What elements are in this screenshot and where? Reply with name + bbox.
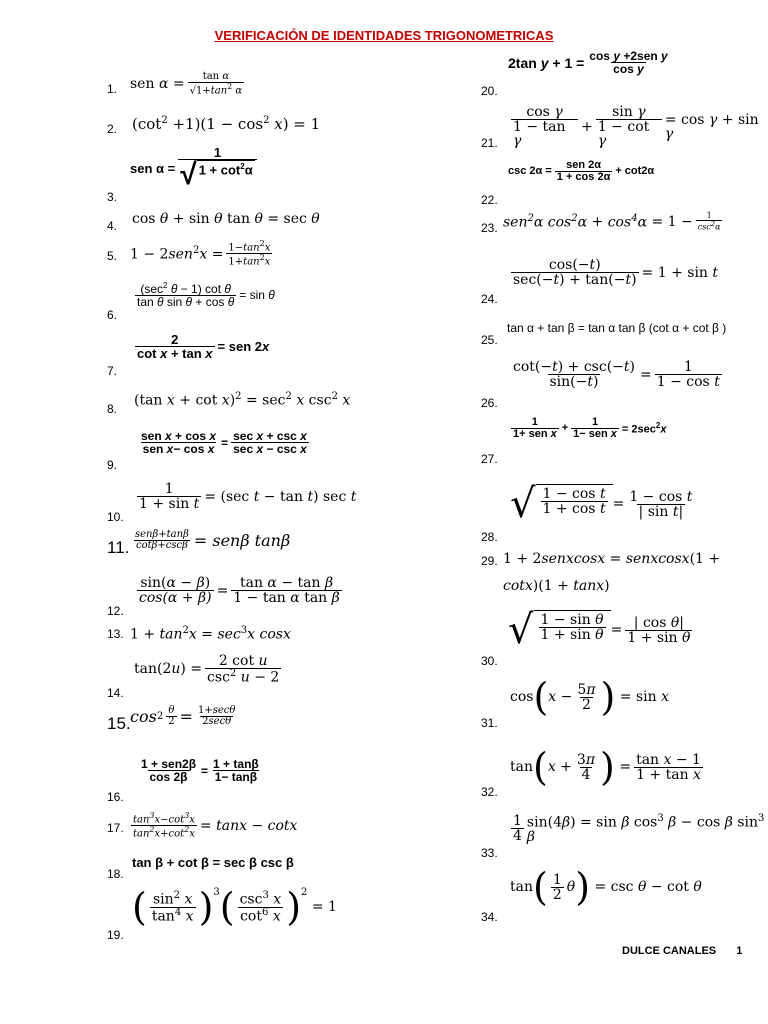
item-number: 8.: [107, 402, 118, 416]
item-number: 13.: [107, 627, 124, 641]
identity-20: 2tan y + 1 = $\frac{\text{cos y +2sen y}}{\text{cos y}}$: [508, 49, 668, 76]
item-number: 1.: [107, 82, 118, 96]
identity-33: $\frac{1}{4}$ sin(4β) = sin β $\cos^3 \beta - \cos \beta$ $\sin^3 \beta$: [513, 813, 765, 845]
item-number: 30.: [481, 654, 498, 668]
item-number: 12.: [107, 604, 124, 618]
identity-9: $\frac{\text{sen x + cos x}}{\text{sen x− cos x}}$ = $\frac{\text{sec x + csc x}}{\text{sec x − csc x}}$: [141, 429, 307, 456]
identity-22: csc 2α = $\frac{\text{sen 2α}}{1 + \cos 2\alpha}$ + cot2α: [508, 159, 655, 183]
identity-31: cos ( x − $\frac{5\pi}{2}$ ) = sin x: [510, 675, 670, 719]
item-number: 11.: [107, 538, 130, 557]
item-number: 20.: [481, 84, 498, 98]
item-number: 29.: [481, 554, 498, 568]
item-number: 21.: [481, 136, 498, 150]
identity-32: tan ( x + $\frac{3\pi}{4}$ ) = $\frac{\text{tan x − 1}}{\text{1 + tan x}}$: [510, 745, 701, 789]
item-number: 22.: [481, 193, 498, 207]
item-number: 27.: [481, 452, 498, 466]
identity-16: $\frac{\text{1 + sen2β}}{\cos 2\beta}$ = $\frac{1 + \tan\beta}{1- \tan\beta}$: [141, 757, 259, 784]
item-number: 33.: [481, 846, 498, 860]
identity-28: √ $\frac{\text{1 − cos t}}{\text{1 + cos t}}$ = $\frac{\text{1 − cos t}}{\text{| sin t|}}$: [510, 481, 693, 527]
identity-3: sen α = 1 √ $1 + \cot^2\alpha$: [130, 146, 260, 190]
page-number: 1: [736, 945, 743, 957]
item-number: 2.: [107, 122, 118, 136]
identity-29-line2: cotx)(1 + tanx): [503, 578, 610, 594]
identity-8: (tan $x + \cot x)^2 = \sec^2 x$ $\csc^2 x$: [134, 391, 351, 409]
identity-17: $\frac{\tan^3x-\cot^3x}{\tan^2x+\cot^2x}$ = tanx − cotx: [133, 811, 298, 840]
item-number: 3.: [107, 190, 118, 204]
identity-19: ( $\frac{\sin^2 x}{\tan^4 x}$ ) $^3$ ( $\frac{\csc^3 x}{\cot^6 x}$ ) $^2$ = 1: [132, 885, 337, 929]
item-number: 5.: [107, 249, 118, 263]
item-number: 26.: [481, 396, 498, 410]
identity-34: tan ( $\frac{1}{2}$ θ ) = csc θ − cot θ: [510, 865, 702, 909]
identity-10: $\frac{1}{\text{1 + sin t}}$ = (sec t − tan t) sec t: [139, 481, 357, 512]
item-number: 9.: [107, 458, 118, 472]
identity-4: cos θ + sin θ tan θ = sec θ: [132, 211, 320, 227]
identity-23: sen$^2$α $\cos^2\alpha$ + $\cos^4\alpha$ = 1 − $\frac{1}{\csc^2\alpha}$: [503, 211, 721, 232]
item-number: 31.: [481, 716, 498, 730]
identity-2: $(\cot^2 +1)(1 - \cos^2 x) = 1$: [132, 115, 321, 133]
item-number: 18.: [107, 867, 124, 881]
author-name: DULCE CANALES: [622, 945, 717, 957]
identity-24: $\frac{\cos(-t)}{\sec(-t) + \tan(-t)}$ = 1 + sin t: [513, 257, 719, 288]
item-number: 6.: [107, 308, 118, 322]
identity-6: $\frac{(\sec^2 \theta - 1) \cot \theta}{\text{tan θ sin θ + cos θ}}$ = sin θ: [137, 281, 275, 309]
item-number: 15.: [107, 714, 131, 733]
identity-18: tan β + cot β = sec β csc β: [132, 855, 294, 870]
item-number: 14.: [107, 686, 124, 700]
identity-30: √ $\frac{\text{1 − sin θ}}{\text{1 + sin θ}}$ = $\frac{\text{| cos θ|}}{\text{1 + sin θ}}$: [508, 607, 691, 653]
item-number: 24.: [481, 292, 498, 306]
identity-15: cos 2 $\frac{\theta}{2}$ = $\frac{1+\sec\theta}{2\sec\theta}$: [130, 705, 236, 727]
item-number: 19.: [107, 928, 124, 942]
identity-5: 1 − 2sen$^2$x = $\frac{1-\tan^2x}{1+\tan^2x}$: [130, 239, 271, 268]
identity-1: sen α = $\frac{\text{tan α}}{√1+\tan^2 \alpha}$: [130, 71, 243, 97]
identity-14: tan(2u) = $\frac{\text{2 cot u}}{\csc^2 u - 2}$: [134, 653, 280, 686]
identity-12: $\frac{\sin(\alpha - \beta)}{\cos(\alpha + \beta)}$ = $\frac{\text{tan α − tan β}}{\text{1 − tan α tan β}}$: [139, 575, 340, 606]
identity-27: $\frac{1}{\text{1+ sen x}}$ + $\frac{1}{\text{1− sen x}}$ = $2\sec^2x$: [513, 416, 667, 440]
item-number: 25.: [481, 333, 498, 347]
identity-21: $\frac{\text{cos γ}}{\text{1 − tan γ}}$ + $\frac{\text{sin γ}}{\text{1 − cot γ}}$ = cos γ + sin γ: [513, 104, 759, 149]
page-footer: [622, 945, 742, 957]
item-number: 17.: [107, 821, 124, 835]
item-number: 34.: [481, 910, 498, 924]
item-number: 28.: [481, 530, 498, 544]
item-number: 7.: [107, 364, 118, 378]
item-number: 4.: [107, 219, 118, 233]
identity-7: $\frac{2}{\text{cot x + tan x}}$ = sen 2x: [137, 332, 270, 361]
item-number: 23.: [481, 221, 498, 235]
identity-25: tan α + tan β = tan α tan β (cot α + cot β ): [507, 321, 727, 335]
identity-13: $1 + \tan^2x = \sec^3x$ cosx: [130, 625, 291, 643]
identity-11: $\frac{\text{senβ+tanβ}}{\cot\beta+\csc\beta}$ = senβ tanβ: [135, 529, 291, 551]
item-number: 10.: [107, 510, 124, 524]
item-number: 16.: [107, 790, 124, 804]
identity-29-line1: 1 + 2senxcosx = senxcosx(1 +: [503, 551, 721, 567]
page-title: VERIFICACIÓN DE IDENTIDADES TRIGONOMETRICAS: [214, 28, 554, 43]
item-number: 32.: [481, 785, 498, 799]
identity-26: $\frac{\cot(-t) + \csc(-t)}{\sin(-t)}$ = $\frac{1}{\text{1 − cos t}}$: [513, 359, 720, 390]
